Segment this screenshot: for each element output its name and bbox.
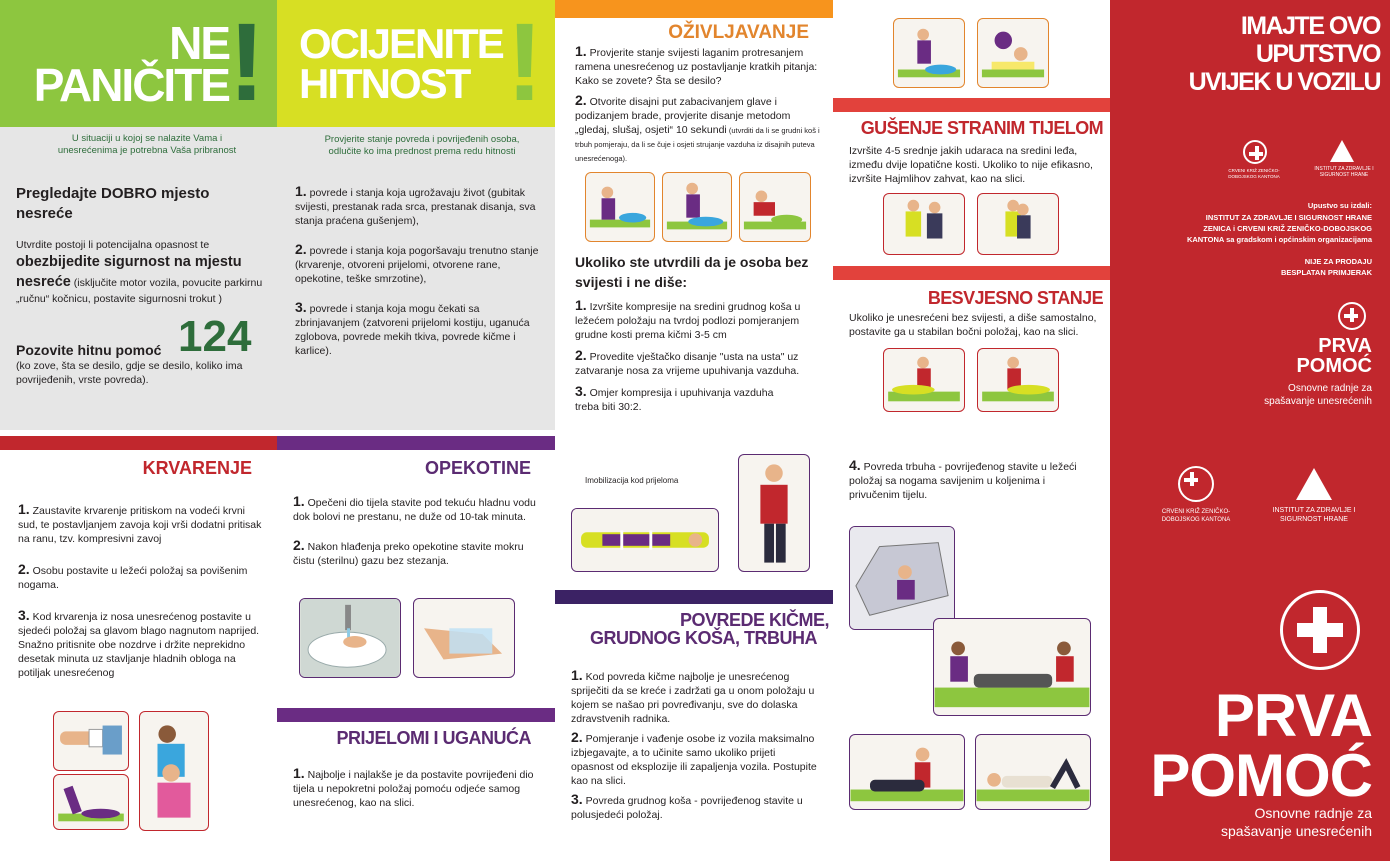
title-hitnost: HITNOST <box>299 60 470 107</box>
list-item: 1. Najbolje i najlakše je da postavite povrijeđeni dio tijela u nepokretni položaj pomoću odjeće samog unesrećenog, kao na slici. <box>293 765 534 809</box>
panel-opekotine <box>277 430 555 861</box>
title-besvjesno: BESVJESNO STANJE <box>927 288 1103 308</box>
panel-cover-top <box>1110 0 1390 430</box>
list-item: 1. povrede i stanja koja ugrožavaju život (gubitak svijesti, prestanak rada srca, prestanak disanja, sva stanja praćena gušenjem), <box>295 183 536 227</box>
text-utvrdite <box>16 238 266 306</box>
rescue-image <box>933 618 1091 716</box>
list-item: 1. Opečeni dio tijela stavite pod tekuću hladnu vodu dok bolovi ne prestanu, ne duže od 10-tak minuta. <box>293 493 536 523</box>
arm-sling-image <box>738 454 810 572</box>
list-item: 2. Nakon hlađenja preko opekotine stavite mokru čistu (sterilnu) gazu bez stezanja. <box>293 537 524 567</box>
green-header <box>0 0 277 127</box>
cpr-image-1 <box>585 172 655 242</box>
title-krvarenje: KRVARENJE <box>142 458 252 478</box>
cpr-image-4 <box>893 18 965 88</box>
list-item: 2. Provedite vještačko disanje "usta na usta" uz zatvaranje nosa za vrijeme upuhivanja vazduha. <box>575 347 800 377</box>
panel-povrede-kicme <box>555 430 833 861</box>
panel-ozivljavanje <box>555 0 833 430</box>
panel-povreda-trbuha <box>833 430 1110 861</box>
intro-text: U situaciji u kojoj se nalazite Vama i unesrećenima je potrebna Vaša pribranost <box>57 133 237 156</box>
text-utvrdite-b: (isključite motor vozila, povucite parkirnu „ručnu“ kočnicu, postavite sigurnosni trokut ) <box>16 277 263 305</box>
subtitle-large: Osnovne radnje za spašavanje unesrećenih <box>1221 805 1372 839</box>
intro-text: Provjerite stanje povreda i povrijeđenih osoba, odlučite ko ima prednost prema redu hitnosti <box>324 134 520 157</box>
red-bar <box>0 436 277 450</box>
issued-title: Upustvo su izdali: <box>1307 201 1372 210</box>
cross-icon-bar <box>1297 623 1343 637</box>
pomoc-small: POMOĆ <box>1296 355 1372 377</box>
panel-krvarenje <box>0 430 277 861</box>
heading-obezbijedite: obezbijedite sigurnost na mjestu nesreće <box>16 254 242 290</box>
choking-image-2 <box>977 193 1059 255</box>
panel-cover-bottom <box>1110 430 1390 861</box>
subtitle-small: Osnovne radnje za spašavanje unesrećenih <box>1264 383 1372 407</box>
title-gusenje: GUŠENJE STRANIM TIJELOM <box>860 118 1103 138</box>
red-cross-icon <box>1243 140 1267 164</box>
text-utvrdite-a: Utvrdite postoji li potencijalna opasnost te <box>16 239 210 251</box>
list-item: 1. Izvršite kompresije na sredini grudnog koša u ležećem položaju na tvrdoj podlozi pomjeranjem grudne kosti prema kičmi 3-5 cm <box>575 297 801 341</box>
list-ozivljavanje <box>575 44 821 165</box>
list-prijelomi <box>293 766 539 810</box>
list-krvarenje <box>18 502 262 680</box>
big-cross-badge <box>1280 590 1360 670</box>
title-imajte: IMAJTE OVO UPUTSTVO UVIJEK U VOZILU <box>1188 12 1380 96</box>
red-cross-logo <box>1243 140 1267 164</box>
red-cross-logo-label: CRVENI KRIŽ ZENIČKO-DOBOJSKOG KANTONA <box>1161 509 1231 523</box>
list-item: 3. Kod krvarenja iz nosa unesrećenog postavite u sjedeći položaj sa glavom blago nagnutom naprijed. Snažno pritisnite obe nozdrve i držite neprekidno desetak minuta uz stavljanje hladnih obloga na potiljak unesrećenog <box>18 607 260 679</box>
red-bar-1 <box>833 98 1110 112</box>
phone-number: 124 <box>178 312 252 361</box>
legs-raised-image <box>53 774 129 830</box>
orange-bar <box>555 0 833 18</box>
lime-header <box>277 0 555 127</box>
choking-image-1 <box>883 193 965 255</box>
abdominal-injury-image <box>975 734 1091 810</box>
immobilization-image <box>571 508 719 572</box>
cross-icon <box>1338 302 1366 330</box>
list-item: 1. Zaustavite krvarenje pritiskom na vodeći krvni sud, te postavljanjem zavoja koji vrši dodatni pritisak na ranu, tzv. kompresivni zavoj <box>18 501 262 545</box>
purple-bar <box>277 436 555 450</box>
list-item: 3. Povreda grudnog koša - povrijeđenog stavite u polusjedeći položaj. <box>571 791 803 821</box>
recovery-image-2 <box>977 348 1059 412</box>
list-item: 4. Povreda trbuha - povrijeđenog stavite u ležeći položaj sa nogama savijenim u koljenima i privučenim tijelu. <box>849 457 1077 501</box>
pomoc-large: POMOĆ <box>1150 742 1372 809</box>
bandage-image <box>53 711 129 771</box>
list-item: 2. povrede i stanja koja pogoršavaju trenutno stanje (krvarenje, otvoreni prijelomi, otvorene rane, opekotine, teške smrzotine), <box>295 241 539 285</box>
text-gusenje: Izvršite 4-5 srednje jakih udaraca na sredini leđa, između dvije lopatične kosti. Ukoliko to nije efikasno, izvršite Hajmlihov zahvat, kao na slici. <box>849 145 1093 185</box>
heading-bez-svijesti: Ukoliko ste utvrdili da je osoba bez svijesti i ne diše: <box>575 254 809 290</box>
title-ocijenite: OCIJENITE <box>299 20 503 67</box>
text-ko-zove: (ko zove, šta se desilo, gdje se desilo, koliko ima povrijeđenih, vrste povreda). <box>16 360 243 386</box>
caption-imobilizacija: Imobilizacija kod prijeloma <box>585 476 679 485</box>
red-cross-logo <box>1178 466 1214 502</box>
chest-injury-image <box>849 734 965 810</box>
institute-logo-label: INSTITUT ZA ZDRAVLJE I SIGURNOST HRANE <box>1272 507 1356 523</box>
list-item: 1. Kod povreda kičme najbolje je unesrećenog spriječiti da se kreće i zadržati ga u onom položaju u kojem se našao pri povređivanju, sve do dolaska zdravstvenih radnika. <box>571 667 815 725</box>
list-item: 2. Otvorite disajni put zabacivanjem glave i podizanjem brade, provjerite disanje metodom „gledaj, slušaj, osjeti“ 10 sekundi (utvrditi da li se grudni koš i trbuh pomjeraju, da li se čuje i osjeti strujanje vazduha iz disajnih puteva unesrećenoga). <box>575 92 820 163</box>
panel-ocijenite-hitnost <box>277 0 555 430</box>
red-cross-icon <box>1178 466 1214 502</box>
panel-gusenje <box>833 0 1110 430</box>
title-opekotine: OPEKOTINE <box>424 458 531 478</box>
list-hitnost <box>295 184 545 358</box>
list-item: 2. Osobu postavite u ležeći položaj sa povišenim nogama. <box>18 561 248 591</box>
car-extraction-image <box>849 526 955 630</box>
list-povrede <box>571 668 817 822</box>
purple-bar <box>555 590 833 604</box>
purple-bar-2 <box>277 708 555 722</box>
panel-ne-panicite <box>0 0 277 430</box>
red-cross-logo-label: CRVENI KRIŽ ZENIČKO-DOBOJSKOG KANTONA <box>1228 168 1280 179</box>
institute-triangle-icon <box>1330 140 1354 162</box>
list-item: 2. Pomjeranje i vađenje osobe iz vozila maksimalno izbjegavajte, a to učinite samo ukoliko prijeti opasnost od eksplozije ili zapaljenja vozila. Postupite kao na slici. <box>571 729 817 787</box>
cooling-water-image <box>299 598 401 678</box>
title-ozivljavanje: OŽIVLJAVANJE <box>668 22 809 43</box>
title-prijelomi: PRIJELOMI I UGANUĆA <box>336 728 531 748</box>
not-for-sale: NIJE ZA PRODAJU BESPLATAN PRIMJERAK <box>1281 257 1372 277</box>
red-bar-2 <box>833 266 1110 280</box>
title-ne: NE <box>169 17 229 69</box>
list-item: 3. Omjer kompresija i upuhivanja vazduha treba biti 30:2. <box>575 383 774 413</box>
cross-badge <box>1338 302 1366 330</box>
issued-body: INSTITUT ZA ZDRAVLJE I SIGURNOST HRANE ZENICA i CRVENI KRIŽ ZENIČKO-DOBOJSKOG KANTONA sa gradskom i općinskim organizacijama <box>1186 213 1372 244</box>
exclaim-mark: ! <box>506 1 543 124</box>
institute-triangle-icon <box>1296 468 1332 500</box>
nosebleed-image <box>139 711 209 831</box>
list-item: 1. Provjerite stanje svijesti laganim protresanjem ramena unesrećenog uz postavljanje kratkih pitanja: Kako se zovete? Šta se desilo? <box>575 43 818 87</box>
list-opekotine <box>293 494 539 568</box>
recovery-image-1 <box>883 348 965 412</box>
cpr-image-3 <box>739 172 811 242</box>
exclaim-mark: ! <box>228 1 265 124</box>
list-kompresije <box>575 298 815 414</box>
text-besvjesno: Ukoliko je unesrećeni bez svijesti, a diše samostalno, postavite ga u stabilan bočni položaj, kao na slici. <box>849 312 1097 338</box>
title-povrede-l2: GRUDNOG KOŠA, TRBUHA <box>590 628 817 648</box>
list-item: 3. povrede i stanja koja mogu čekati sa zbrinjavanjem (zatvoreni prijelomi kostiju, uganuća zglobova, povrede mekih tkiva, povrede kičme i karlice). <box>295 299 530 357</box>
title-panicite: PANIČITE <box>33 59 229 111</box>
prva-large: PRVA <box>1214 682 1372 749</box>
heading-pregledajte: Pregledajte DOBRO mjesto nesreće <box>16 185 210 222</box>
title-povrede-l1: POVREDE KIČME, <box>679 610 829 630</box>
cpr-image-2 <box>662 172 732 242</box>
prva-small: PRVA <box>1318 335 1372 357</box>
heading-pozovite: Pozovite hitnu pomoć <box>16 342 162 358</box>
list-trbuh <box>849 458 1079 502</box>
cpr-image-5 <box>977 18 1049 88</box>
institute-logo-label: INSTITUT ZA ZDRAVLJE I SIGURNOST HRANE <box>1314 166 1374 178</box>
gauze-image <box>413 598 515 678</box>
